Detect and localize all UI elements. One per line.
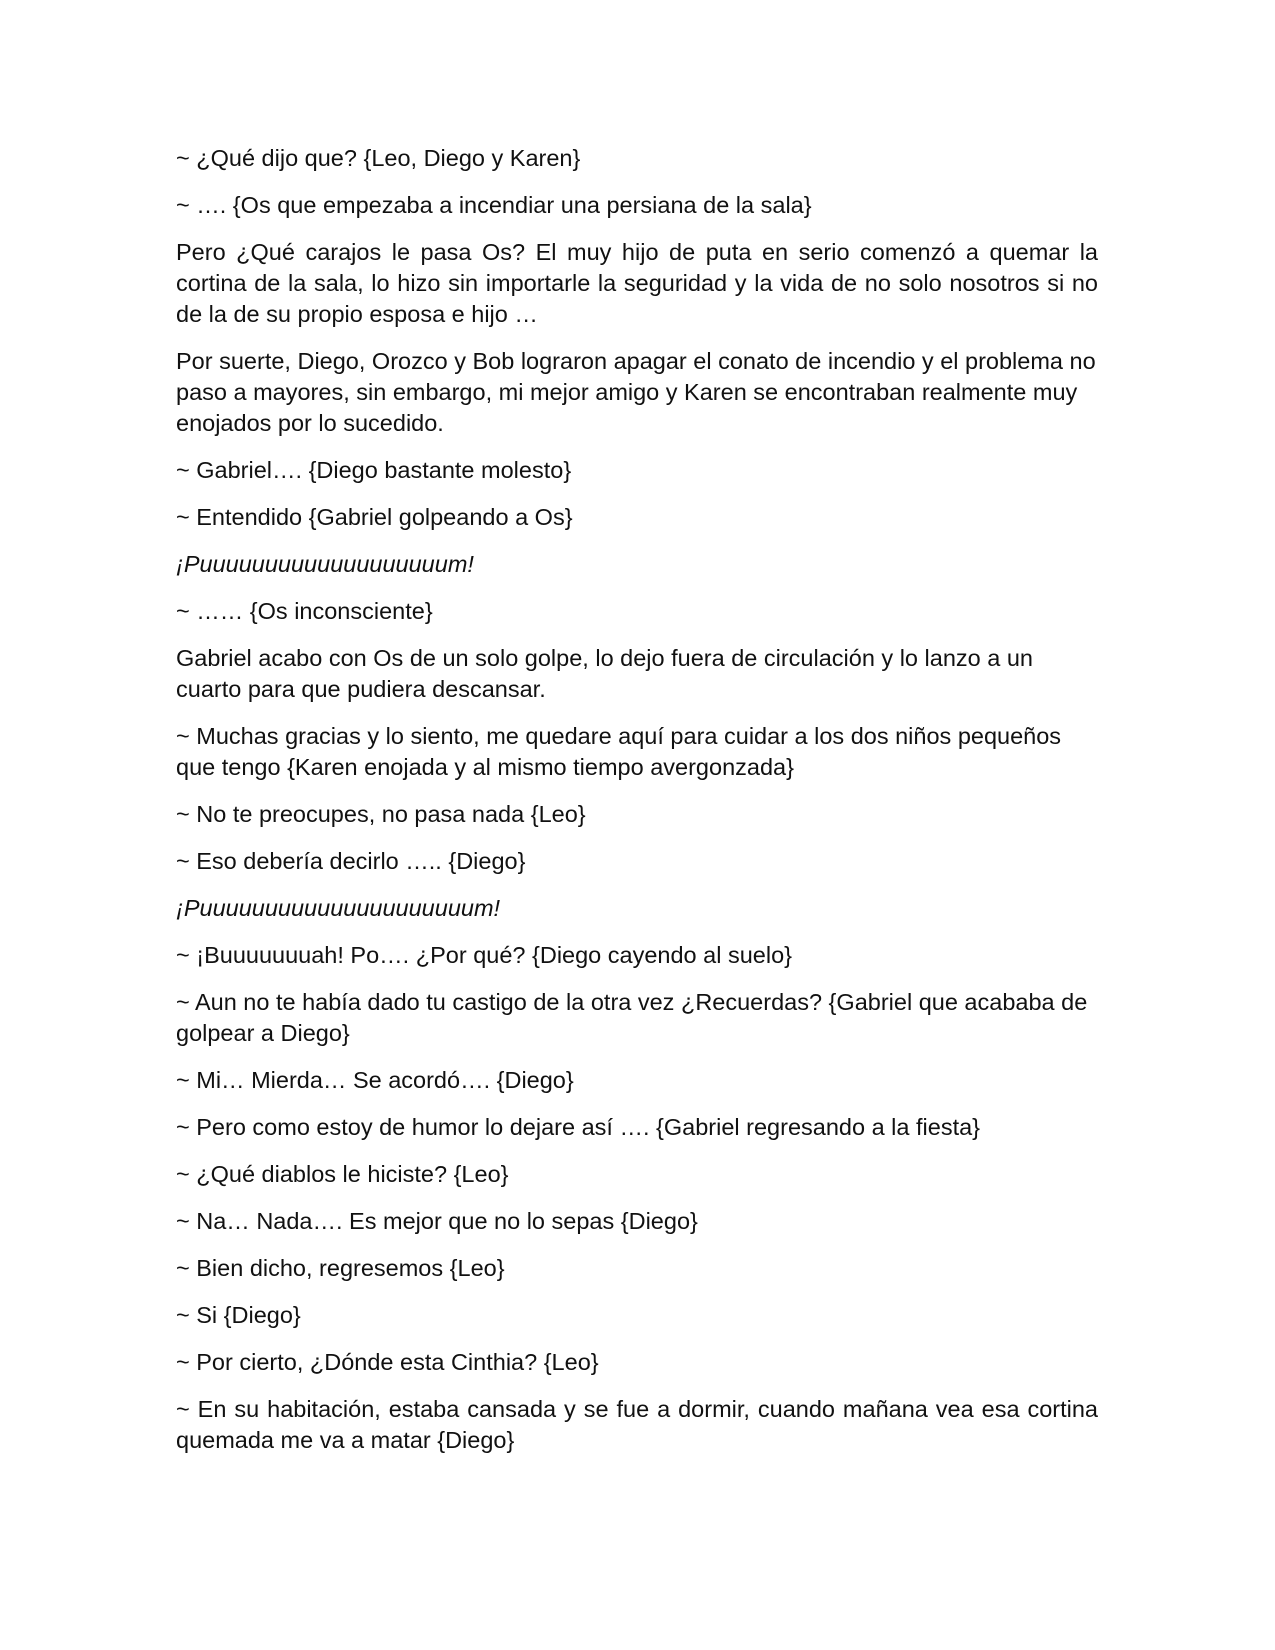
dialogue-line: ~ Aun no te había dado tu castigo de la otra vez ¿Recuerdas? {Gabriel que acababa de golpear a Diego} (176, 989, 1088, 1046)
dialogue-line: ~ …. {Os que empezaba a incendiar una persiana de la sala} (176, 192, 812, 218)
sound-effect: ¡Puuuuuuuuuuuuuuuuuuum! (176, 551, 474, 577)
narration-paragraph: Por suerte, Diego, Orozco y Bob lograron apagar el conato de incendio y el problema no paso a mayores, sin embargo, mi mejor amigo y Karen se encontraban realmente muy enojados por lo sucedido. (176, 348, 1096, 436)
dialogue-line: ~ Mi… Mierda… Se acordó…. {Diego} (176, 1067, 574, 1093)
sound-effect: ¡Puuuuuuuuuuuuuuuuuuuuum! (176, 895, 501, 921)
dialogue-line: ~ Gabriel…. {Diego bastante molesto} (176, 457, 572, 483)
dialogue-line: ~ En su habitación, estaba cansada y se fue a dormir, cuando mañana vea esa cortina quemada me va a matar {Diego} (176, 1396, 1098, 1453)
narration-paragraph: Gabriel acabo con Os de un solo golpe, lo dejo fuera de circulación y lo lanzo a un cuarto para que pudiera descansar. (176, 645, 1033, 702)
narration-paragraph: Pero ¿Qué carajos le pasa Os? El muy hijo de puta en serio comenzó a quemar la cortina de la sala, lo hizo sin importarle la seguridad y la vida de no solo nosotros si no de la de su propio esposa e hijo … (176, 239, 1098, 327)
dialogue-line: ~ Si {Diego} (176, 1302, 301, 1328)
dialogue-line: ~ Bien dicho, regresemos {Leo} (176, 1255, 505, 1281)
dialogue-line: ~ ¿Qué dijo que? {Leo, Diego y Karen} (176, 145, 581, 171)
dialogue-line: ~ Eso debería decirlo ….. {Diego} (176, 848, 526, 874)
dialogue-line: ~ Por cierto, ¿Dónde esta Cinthia? {Leo} (176, 1349, 599, 1375)
dialogue-line: ~ ¿Qué diablos le hiciste? {Leo} (176, 1161, 509, 1187)
dialogue-line: ~ ¡Buuuuuuuah! Po…. ¿Por qué? {Diego cayendo al suelo} (176, 942, 793, 968)
dialogue-line: ~ Pero como estoy de humor lo dejare así …. {Gabriel regresando a la fiesta} (176, 1114, 981, 1140)
dialogue-line: ~ Na… Nada…. Es mejor que no lo sepas {Diego} (176, 1208, 698, 1234)
document-body (176, 143, 1098, 1472)
dialogue-line: ~ Muchas gracias y lo siento, me quedare aquí para cuidar a los dos niños pequeños que tengo {Karen enojada y al mismo tiempo avergonzada} (176, 723, 1062, 780)
dialogue-line: ~ No te preocupes, no pasa nada {Leo} (176, 801, 586, 827)
dialogue-line: ~ Entendido {Gabriel golpeando a Os} (176, 504, 573, 530)
dialogue-line: ~ …… {Os inconsciente} (176, 598, 433, 624)
